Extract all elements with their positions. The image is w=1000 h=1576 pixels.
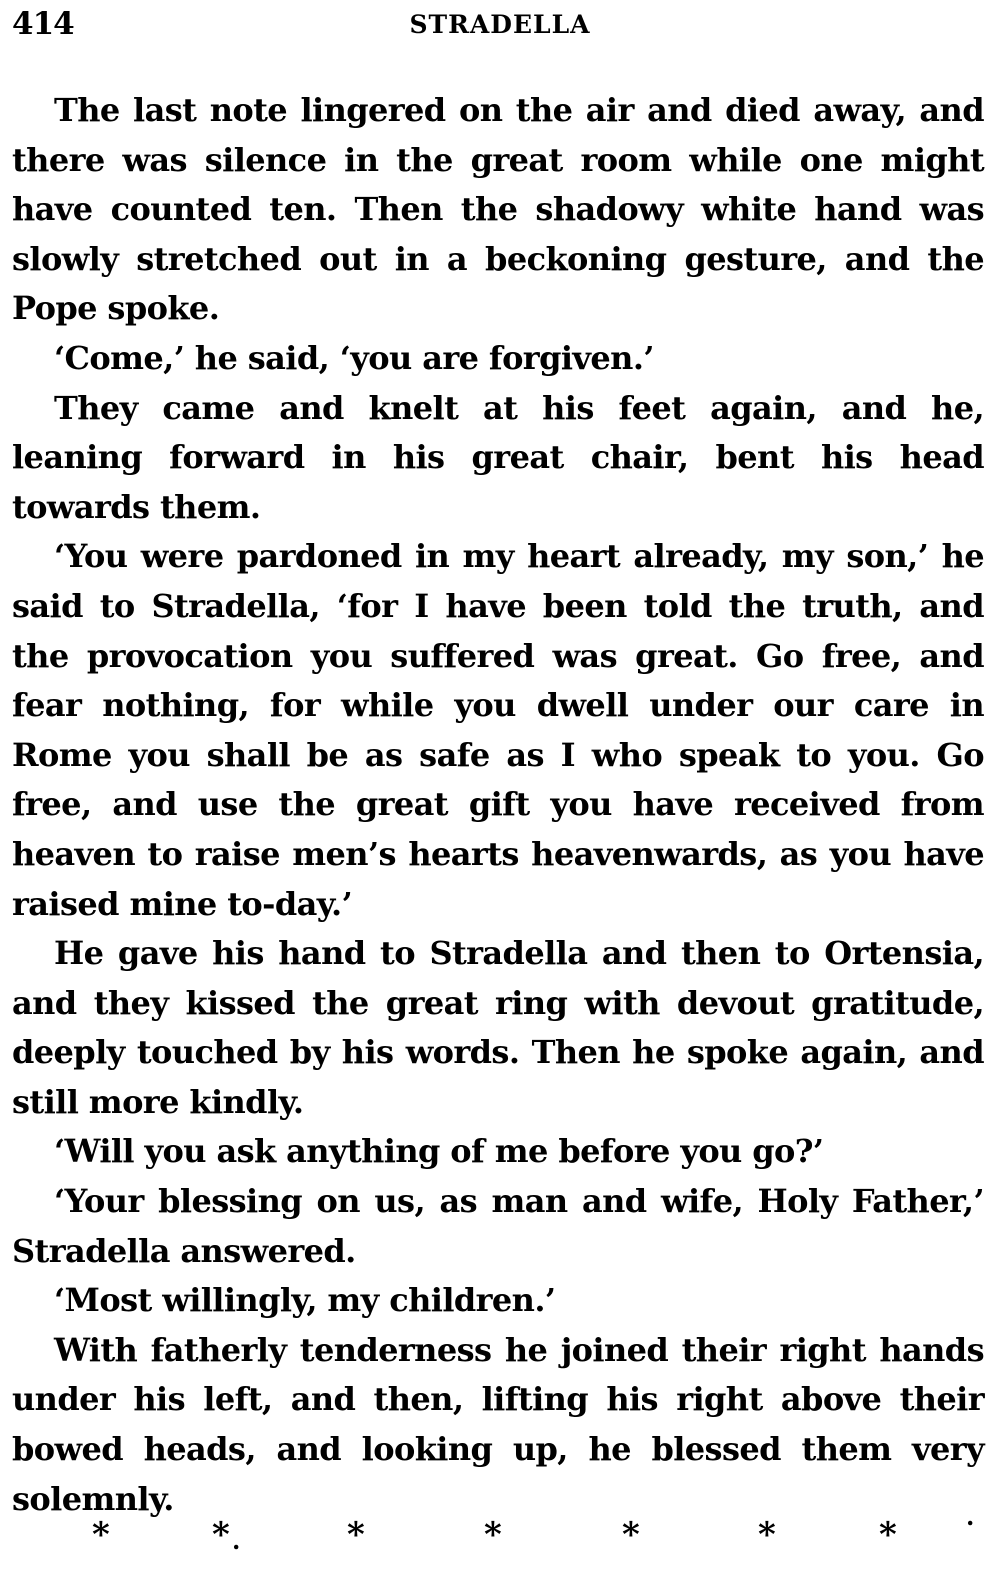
running-title: STRADELLA bbox=[409, 10, 591, 39]
paragraph: ‘Come,’ he said, ‘you are forgiven.’ bbox=[54, 338, 654, 377]
paragraph: ‘Will you ask anything of me before you go?’ bbox=[54, 1132, 824, 1171]
paragraph: ‘Your blessing on us, as man and wife, Holy Father,’ Stradella answered. bbox=[12, 1182, 984, 1270]
asterisk-ornament: * bbox=[622, 1515, 640, 1555]
stray-dot: . bbox=[966, 1502, 975, 1531]
asterisk-ornament: * bbox=[484, 1515, 502, 1555]
paragraph: He gave his hand to Stradella and then to Ortensia, and they kissed the great ring with devout gratitude, deeply touched by his words. Then he spoke again, and still more kindly. bbox=[12, 934, 984, 1121]
asterisk-ornament: * bbox=[92, 1515, 110, 1555]
section-break-ornament bbox=[0, 1502, 1000, 1555]
paragraph: The last note lingered on the air and died away, and there was silence in the great room while one might have counted ten. Then the shadowy white hand was slowly stretched out in a beckoning gesture, and the Pope spoke. bbox=[12, 91, 984, 328]
paragraph: ‘Most willingly, my children.’ bbox=[54, 1281, 556, 1320]
page-number: 414 bbox=[12, 6, 74, 42]
stray-dot: . bbox=[232, 1526, 241, 1555]
asterisk-ornament: * bbox=[347, 1515, 365, 1555]
paragraph: With fatherly tenderness he joined their right hands under his left, and then, lifting his right above their bowed heads, and looking up, he blessed them very solemnly. bbox=[12, 1330, 984, 1518]
asterisk-ornament: * bbox=[212, 1515, 230, 1555]
asterisk-ornament: * bbox=[758, 1515, 776, 1555]
paragraph: They came and knelt at his feet again, and he, leaning forward in his great chair, bent his head towards them. bbox=[12, 388, 984, 526]
running-head bbox=[12, 6, 988, 46]
body-text bbox=[12, 86, 984, 1524]
asterisk-ornament: * bbox=[879, 1515, 897, 1555]
paragraph: ‘You were pardoned in my heart already, my son,’ he said to Stradella, ‘for I have been told the truth, and the provocation you suffered was great. Go free, and fear nothing, for while you dwell under our care in Rome you shall be as safe as I who speak to you. Go free, and use the great gift you have received from heaven to raise men’s hearts heavenwards, as you have raised mine to-day.’ bbox=[12, 537, 984, 923]
